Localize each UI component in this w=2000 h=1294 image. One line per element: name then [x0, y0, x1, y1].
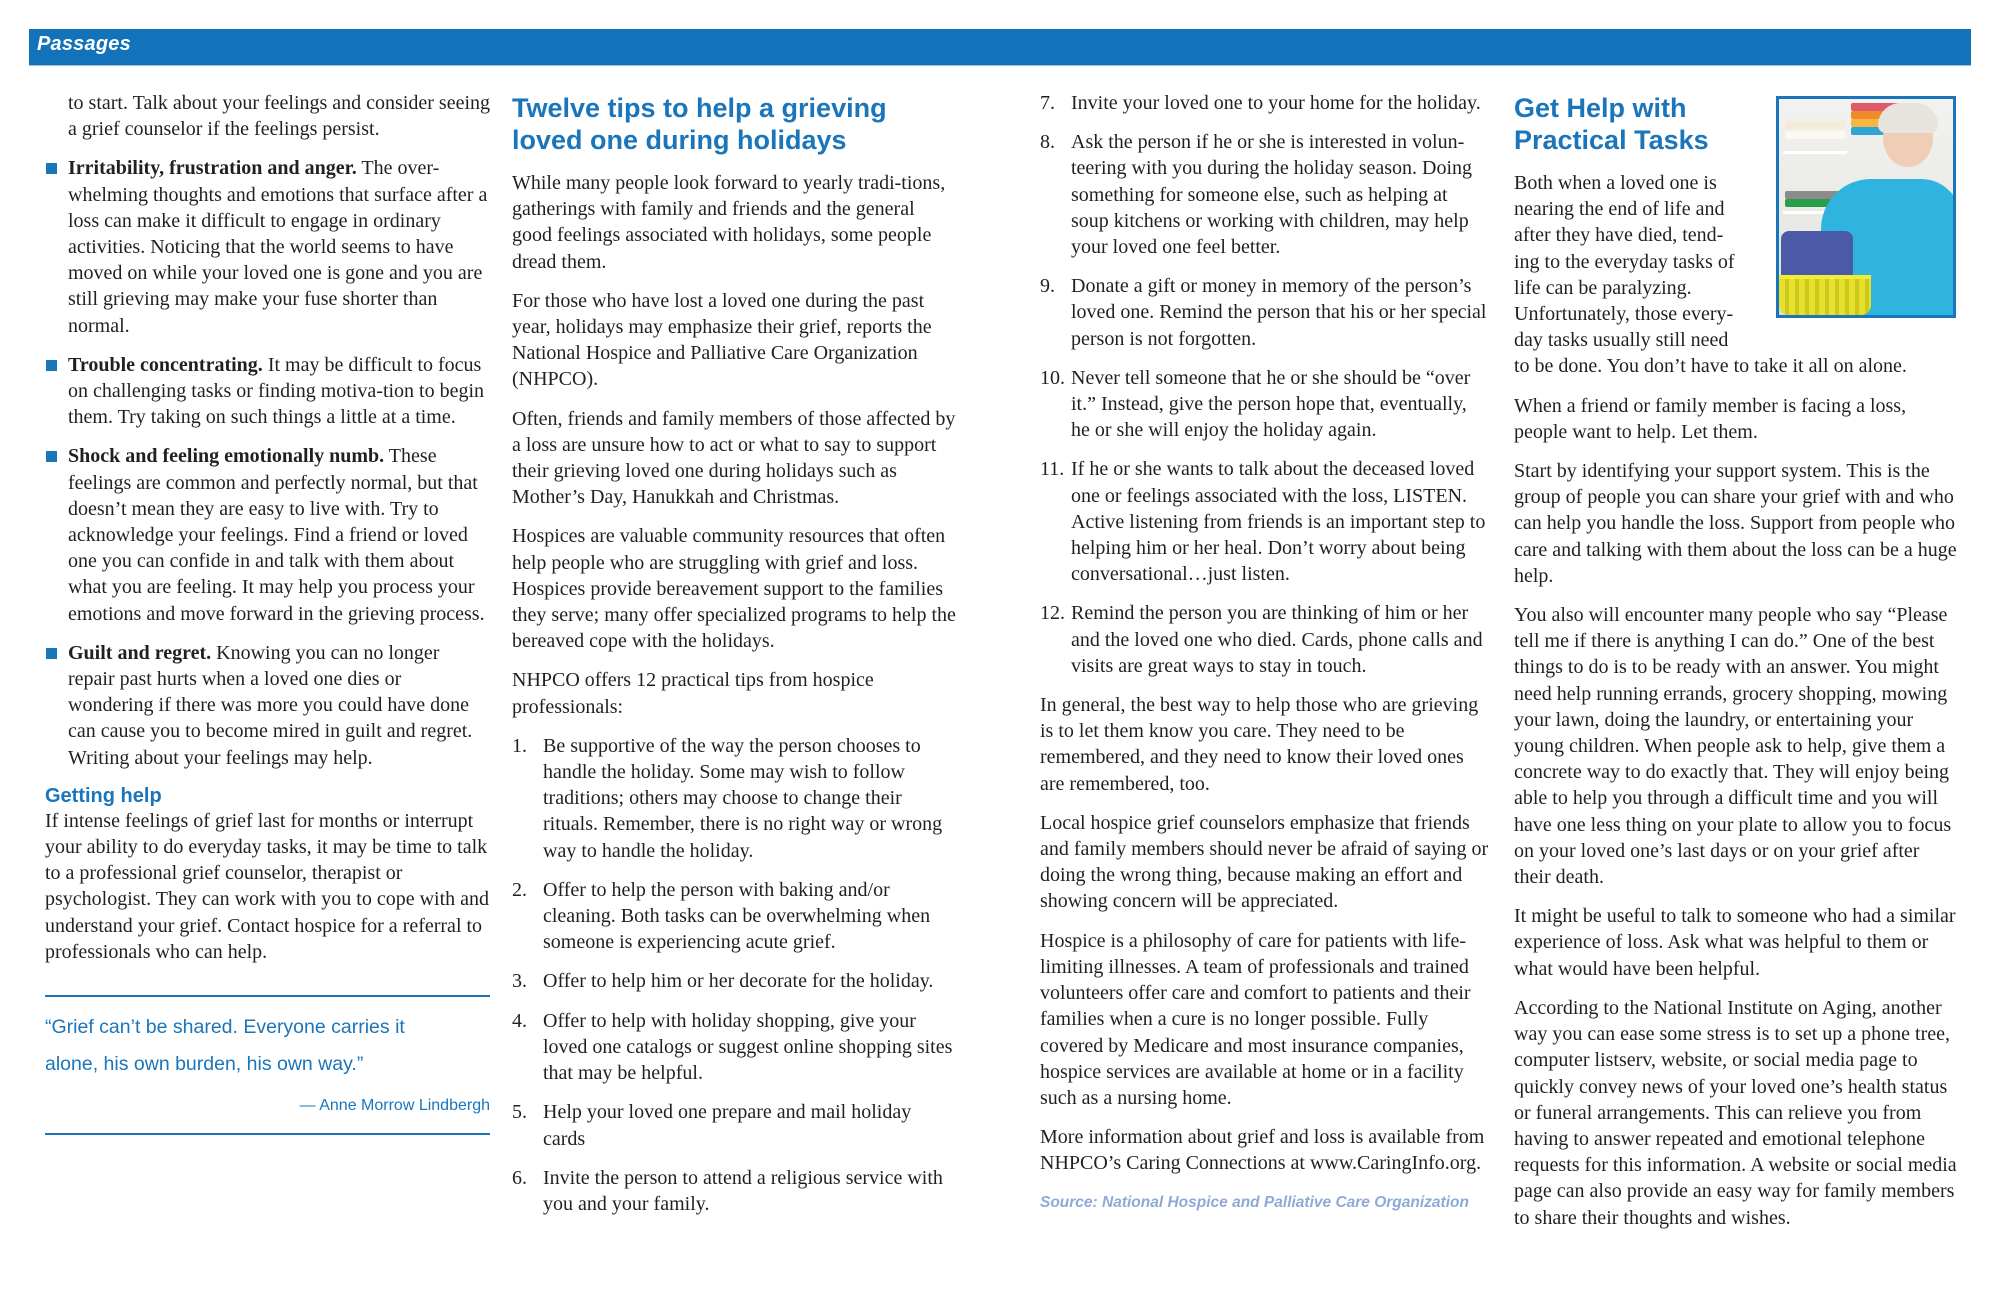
article-heading: Get Help with Practical Tasks — [1514, 93, 1709, 155]
tip-text: Offer to help with holiday shopping, give your loved one catalogs or suggest online shopping sites that may be helpful. — [543, 1009, 953, 1085]
bullet-title: Trouble concentrating. — [68, 353, 263, 376]
bullet-text: These feelings are common and perfectly normal, but that doesn’t mean they are easy to live with. Try to acknowledge your feelings. Find a friend or loved one you can confide in and talk with them about what you are feeling. It may help you process your emotions and move forward in the grieving process. — [68, 445, 485, 625]
tip-item — [512, 1099, 957, 1151]
intro-line: Both when a loved one is — [1514, 172, 1717, 194]
paragraph: You also will encounter many people who say “Please tell me if there is anything I can do.” One of the best things to do is to be ready with an answer. You might need help running errands, grocery shopping, mowing your lawn, doing the laundry, or entertaining your young children. When people ask to help, give them a concrete way to do exactly that. They will enjoy being able to help you through a difficult time and you will have one less thing on your plate to allow you to focus on your loved one’s last days or on your grief after their death. — [1514, 604, 1952, 889]
bullet-text: The over-whelming thoughts and emotions that surface after a loss can make it difficult to engage in ordinary activities. Noticing that the world seems to have moved on while your loved one is gone and you are still grieving may make your fuse shorter than normal. — [68, 157, 488, 337]
paragraph: Start by identifying your support system. This is the group of people you can share your grief with and who can help you handle the loss. Support from people who care and talking with them about the loss can be a huge help. — [1514, 460, 1957, 587]
intro-line: ing to the everyday tasks of — [1514, 250, 1735, 273]
paragraph: In general, the best way to help those who are grieving is to let them know you care. They need to be remembered, and they need to know their loved ones are remembered, too. — [1040, 694, 1479, 795]
tip-item — [1040, 365, 1490, 444]
intro-line: day tasks usually still need — [1514, 329, 1729, 352]
tip-text: Be supportive of the way the person chooses to handle the holiday. Some may wish to follow traditions; others may choose to change their rituals. Remember, there is no right way or wrong way to handle the holiday. — [543, 734, 943, 862]
tip-item — [1040, 600, 1490, 679]
tip-text: Remind the person you are thinking of him or her and the loved one who died. Cards, phone calls and visits are great ways to stay in touch. — [1071, 602, 1483, 677]
tip-item — [1040, 273, 1490, 352]
tip-item — [1040, 129, 1490, 260]
intro-line: after they have died, tend- — [1514, 224, 1724, 247]
pull-quote — [45, 995, 490, 1135]
tip-number: 4. — [512, 1009, 527, 1032]
bullet-text: Knowing you can no longer repair past hurts when a loved one dies or wondering if there was more you could have done can cause you to become mired in guilt and regret. Writing about your feelings may help. — [68, 641, 473, 769]
square-bullet-icon — [46, 451, 57, 462]
column-2 — [512, 90, 957, 1230]
tip-number: 7. — [1040, 92, 1055, 114]
tip-text: Never tell someone that he or she should be “over it.” Instead, give the person hope that, eventually, he or she will enjoy the holiday again. — [1071, 366, 1471, 442]
tip-text: Offer to help him or her decorate for the holiday. — [543, 970, 934, 993]
paragraph: NHPCO offers 12 practical tips from hospice professionals: — [512, 669, 874, 718]
column-3 — [1040, 90, 1490, 1216]
tip-text: Invite the person to attend a religious service with you and your family. — [543, 1166, 943, 1215]
bullet-item — [45, 443, 490, 626]
intro-line: Unfortunately, those every- — [1514, 303, 1734, 326]
tip-text: Ask the person if he or she is interested in volun-teering with you during the holiday season. Doing something for someone else, such as helping at soup kitchens or working with children, may help your loved one feel better. — [1071, 131, 1473, 259]
continued-paragraph: to start. Talk about your feelings and consider seeing a grief counselor if the feelings persist. — [68, 92, 491, 141]
paragraph: It might be useful to talk to someone who had a similar experience of loss. Ask what was helpful to them or what would have been helpful. — [1514, 905, 1956, 980]
tip-item — [512, 968, 957, 994]
intro-tail: to be done. You don’t have to take it all on alone. — [1514, 355, 1907, 378]
column-1 — [45, 90, 490, 1135]
paragraph: For those who have lost a loved one during the past year, holidays may emphasize their grief, reports the National Hospice and Palliative Care Organization (NHPCO). — [512, 289, 932, 391]
section-title: Passages — [37, 33, 131, 55]
tip-item — [1040, 90, 1490, 116]
tip-text: Offer to help the person with baking and/or cleaning. Both tasks can be overwhelming when someone is experiencing acute grief. — [543, 878, 931, 954]
paragraph: According to the National Institute on Aging, another way you can ease some stress is to set up a phone tree, computer listserv, website, or social media page to quickly convey news of your loved one’s health status or funeral arrangements. This can relieve you from having to answer repeated and emotional telephone requests for this information. A website or social media page can also provide an easy way for family members to share their thoughts and wishes. — [1514, 996, 1957, 1229]
quote-attribution: — Anne Morrow Lindbergh — [299, 1097, 490, 1115]
bullet-item — [45, 155, 490, 338]
square-bullet-icon — [46, 163, 57, 174]
tip-number: 12. — [1040, 602, 1065, 625]
intro-line: life can be paralyzing. — [1514, 276, 1692, 299]
paragraph: Local hospice grief counselors emphasize that friends and family members should never be afraid of saying or doing the wrong thing, because making an effort and showing concern will be appreciated. — [1040, 811, 1489, 913]
tip-number: 1. — [512, 734, 527, 757]
quote-text: “Grief can’t be shared. Everyone carries it alone, his own burden, his own way.” — [45, 1016, 405, 1076]
section-banner — [29, 29, 1971, 66]
bullet-title: Irritability, frustration and anger. — [68, 157, 357, 180]
tip-number: 8. — [1040, 131, 1055, 154]
tip-number: 10. — [1040, 366, 1065, 389]
tip-text: Invite your loved one to your home for the holiday. — [1071, 92, 1481, 114]
bullet-item — [45, 352, 490, 431]
source-credit: Source: National Hospice and Palliative Care Organization — [1040, 1193, 1469, 1211]
tip-number: 5. — [512, 1101, 527, 1124]
tip-item — [512, 1008, 957, 1087]
intro-line: nearing the end of life and — [1514, 198, 1725, 221]
tip-number: 2. — [512, 878, 527, 901]
tip-item — [1040, 456, 1490, 587]
tip-item — [512, 1165, 957, 1217]
bullet-title: Shock and feeling emotionally numb. — [68, 445, 385, 468]
tip-number: 11. — [1040, 458, 1065, 481]
paragraph: Hospice is a philosophy of care for patients with life-limiting illnesses. A team of professionals and trained volunteers offer care and comfort to patients and their families when a cure is no longer possible. Fully covered by Medicare and most insurance companies, hospice services are available at home or in a facility such as a nursing home. — [1040, 929, 1471, 1109]
getting-help-paragraph: If intense feelings of grief last for months or interrupt your ability to do everyday tasks, it may be time to talk to a professional grief counselor, therapist or psychologist. They can work with you to cope with and understand your grief. Contact hospice for a referral to professionals who can help. — [45, 809, 490, 963]
square-bullet-icon — [46, 648, 57, 659]
tip-number: 3. — [512, 970, 527, 993]
bullet-text: It may be difficult to focus on challenging tasks or finding motiva-tion to begin them. Try taking on such things a little at a time. — [68, 353, 485, 429]
tip-text: Help your loved one prepare and mail holiday cards — [543, 1101, 912, 1150]
getting-help-heading: Getting help — [45, 784, 162, 807]
paragraph: When a friend or family member is facing a loss, people want to help. Let them. — [1514, 394, 1907, 443]
tip-item — [512, 877, 957, 956]
tip-number: 6. — [512, 1166, 527, 1189]
bullet-item — [45, 640, 490, 771]
column-4 — [1514, 90, 1959, 1244]
tip-item — [512, 733, 957, 864]
paragraph: Hospices are valuable community resources that often help people who are struggling with grief and loss. Hospices provide bereavement support to the families they serve; many offer specialized programs to help the bereaved cope with the holidays. — [512, 525, 956, 653]
square-bullet-icon — [46, 360, 57, 371]
tip-text: Donate a gift or money in memory of the person’s loved one. Remind the person that his or her special person is not forgotten. — [1071, 275, 1487, 350]
tip-text: If he or she wants to talk about the deceased loved one or feelings associated with the loss, LISTEN. Active listening from friends is an important step to helping him or her heal. Don’t worry about being conversational…just listen. — [1071, 458, 1486, 586]
tip-number: 9. — [1040, 275, 1055, 298]
article-heading: Twelve tips to help a grieving loved one during holidays — [512, 93, 887, 155]
intro-wrapped-lines — [1514, 170, 1959, 353]
paragraph: Often, friends and family members of those affected by a loss are unsure how to act or what to say to support their grieving loved one during holidays such as Mother’s Day, Hanukkah and Christmas. — [512, 407, 956, 509]
more-info-paragraph: More information about grief and loss is available from NHPCO’s Caring Connections at www.CaringInfo.org. — [1040, 1126, 1485, 1175]
paragraph: While many people look forward to yearly tradi-tions, gatherings with family and friends and the general good feelings associated with holidays, some people dread them. — [512, 172, 946, 273]
bullet-title: Guilt and regret. — [68, 641, 212, 664]
